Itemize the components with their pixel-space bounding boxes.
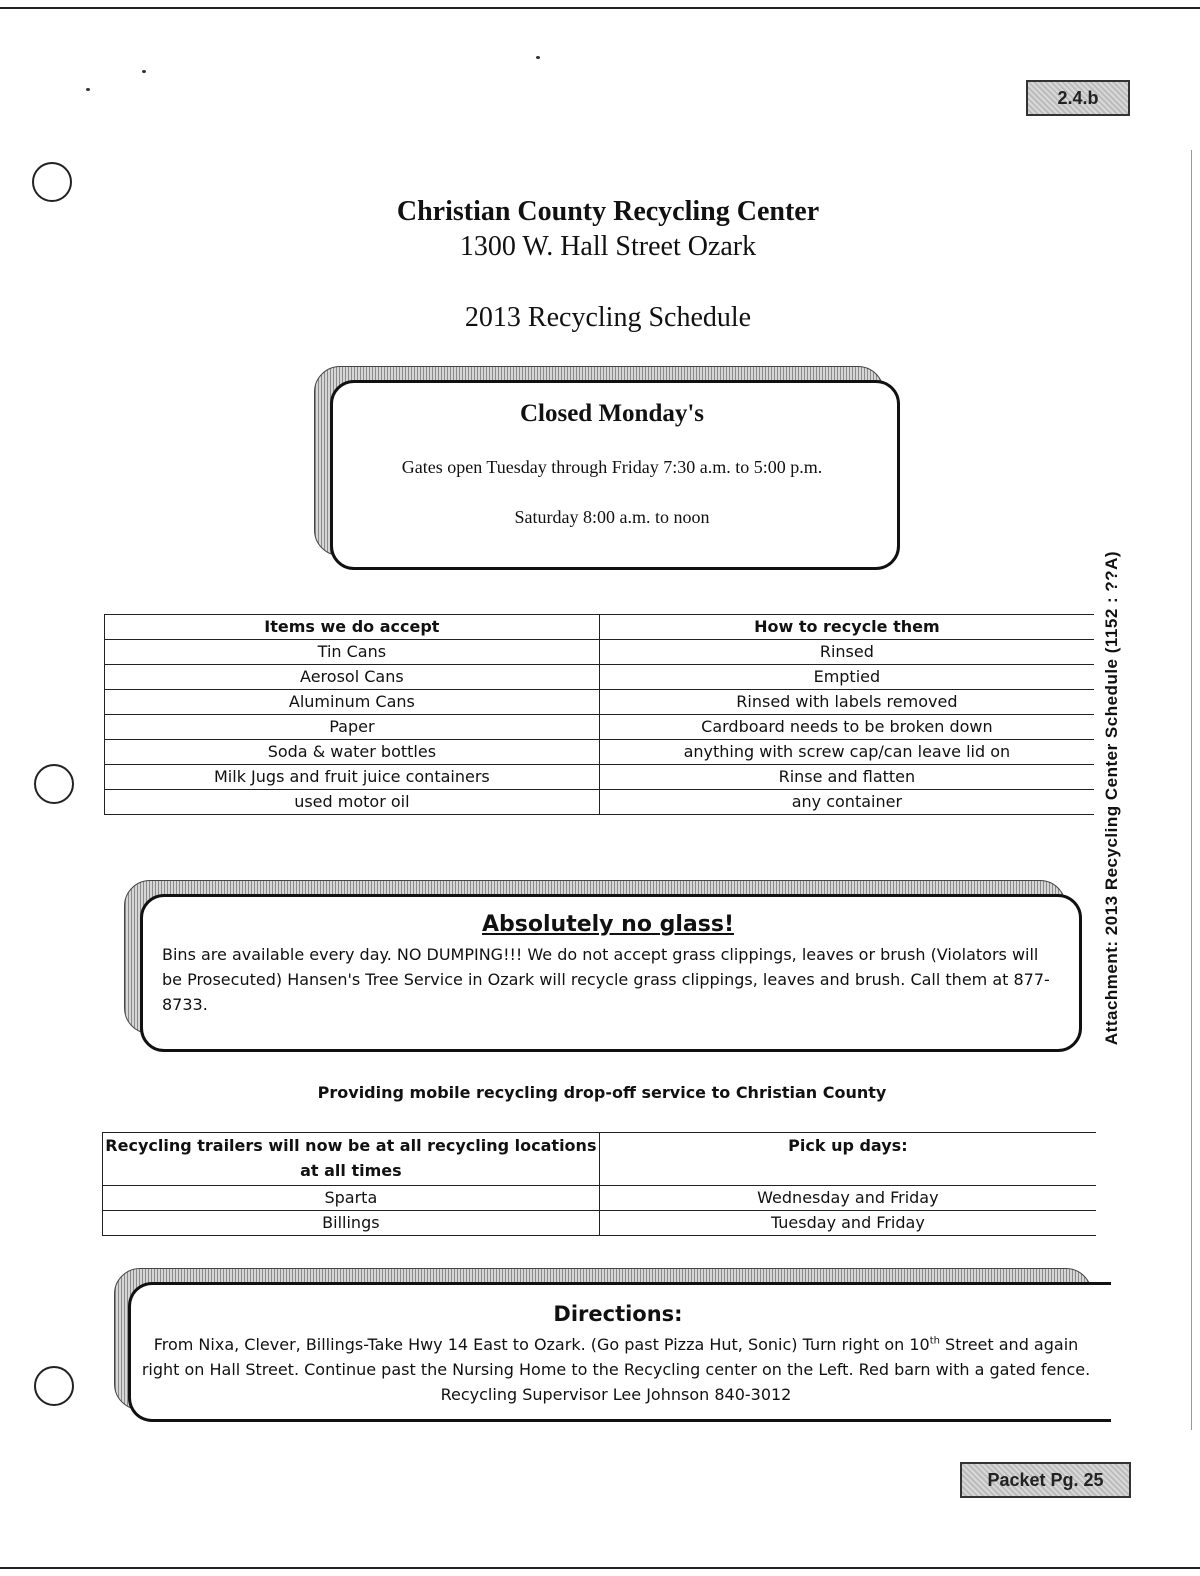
method-cell: Emptied: [599, 665, 1094, 690]
directions-text: [140, 1332, 1092, 1407]
scan-speck: [536, 56, 540, 59]
location-cell: Billings: [103, 1211, 600, 1236]
bottom-rule: [0, 1567, 1200, 1569]
method-cell: any container: [599, 790, 1094, 815]
scan-speck: [142, 70, 146, 73]
table-row: [105, 690, 1095, 715]
item-cell: Paper: [105, 715, 600, 740]
table-row: [105, 640, 1095, 665]
no-glass-heading: Absolutely no glass!: [482, 912, 734, 937]
address-line: 1300 W. Hall Street Ozark: [459, 231, 757, 262]
packet-page-stamp: Packet Pg. 25: [960, 1462, 1131, 1498]
saturday-hours: Saturday 8:00 a.m. to noon: [514, 507, 710, 527]
table-row: [105, 665, 1095, 690]
directions-heading: Directions:: [553, 1302, 683, 1326]
table-header-row: [105, 615, 1095, 640]
top-rule: [0, 7, 1200, 9]
document-title: Christian County Recycling Center: [396, 196, 820, 227]
method-cell: anything with screw cap/can leave lid on: [599, 740, 1094, 765]
binder-hole: [34, 1366, 74, 1406]
item-cell: Soda & water bottles: [105, 740, 600, 765]
table-row: [105, 790, 1095, 815]
method-cell: Cardboard needs to be broken down: [599, 715, 1094, 740]
ordinal-suffix: th: [929, 1335, 940, 1347]
glass-notice-text: Bins are available every day. NO DUMPING!!! We do not accept grass clippings, leaves or brush (Violators will be Prosecuted) Hansen's Tree Service in Ozark will recycle grass clippings, leaves and brush. Call them at 877-8733.: [162, 945, 1050, 1014]
column-header: Items we do accept: [105, 615, 600, 640]
item-cell: used motor oil: [105, 790, 600, 815]
binder-hole: [34, 764, 74, 804]
closed-heading: Closed Monday's: [519, 400, 705, 427]
table-row: [105, 715, 1095, 740]
packet-stamp-top: 2.4.b: [1026, 80, 1130, 116]
page-edge: [1191, 150, 1192, 1430]
schedule-title: 2013 Recycling Schedule: [464, 302, 752, 333]
attachment-side-label: Attachment: 2013 Recycling Center Schedule (1152 : ??A): [1102, 550, 1121, 1046]
item-cell: Milk Jugs and fruit juice containers: [105, 765, 600, 790]
table-row: [103, 1186, 1097, 1211]
days-cell: Wednesday and Friday: [599, 1186, 1096, 1211]
table-row: [105, 740, 1095, 765]
method-cell: Rinse and flatten: [599, 765, 1094, 790]
days-cell: Tuesday and Friday: [599, 1211, 1096, 1236]
table-row: [103, 1211, 1097, 1236]
table-header-row: [103, 1133, 1097, 1186]
directions-text-part: From Nixa, Clever, Billings-Take Hwy 14 East to Ozark. (Go past Pizza Hut, Sonic) Turn right on 10: [153, 1335, 930, 1354]
scan-speck: [86, 88, 90, 91]
table-row: [105, 765, 1095, 790]
accepted-items-table: [104, 614, 1094, 815]
item-cell: Tin Cans: [105, 640, 600, 665]
method-cell: Rinsed with labels removed: [599, 690, 1094, 715]
gates-hours: Gates open Tuesday through Friday 7:30 a.m. to 5:00 p.m.: [401, 457, 823, 477]
location-cell: Sparta: [103, 1186, 600, 1211]
item-cell: Aluminum Cans: [105, 690, 600, 715]
directions-text-part: Street and again right on Hall Street. Continue past the Nursing Home to the Recycling center on the Left. Red barn with a gated fence. Recycling Supervisor Lee Johnson 840-3012: [141, 1335, 1091, 1404]
method-cell: Rinsed: [599, 640, 1094, 665]
item-cell: Aerosol Cans: [105, 665, 600, 690]
column-header: How to recycle them: [599, 615, 1094, 640]
column-header: Pick up days:: [599, 1133, 1096, 1186]
mobile-service-line: Providing mobile recycling drop-off service to Christian County: [317, 1083, 887, 1102]
pickup-days-table: [102, 1132, 1096, 1236]
column-header: Recycling trailers will now be at all recycling locations at all times: [103, 1133, 600, 1186]
